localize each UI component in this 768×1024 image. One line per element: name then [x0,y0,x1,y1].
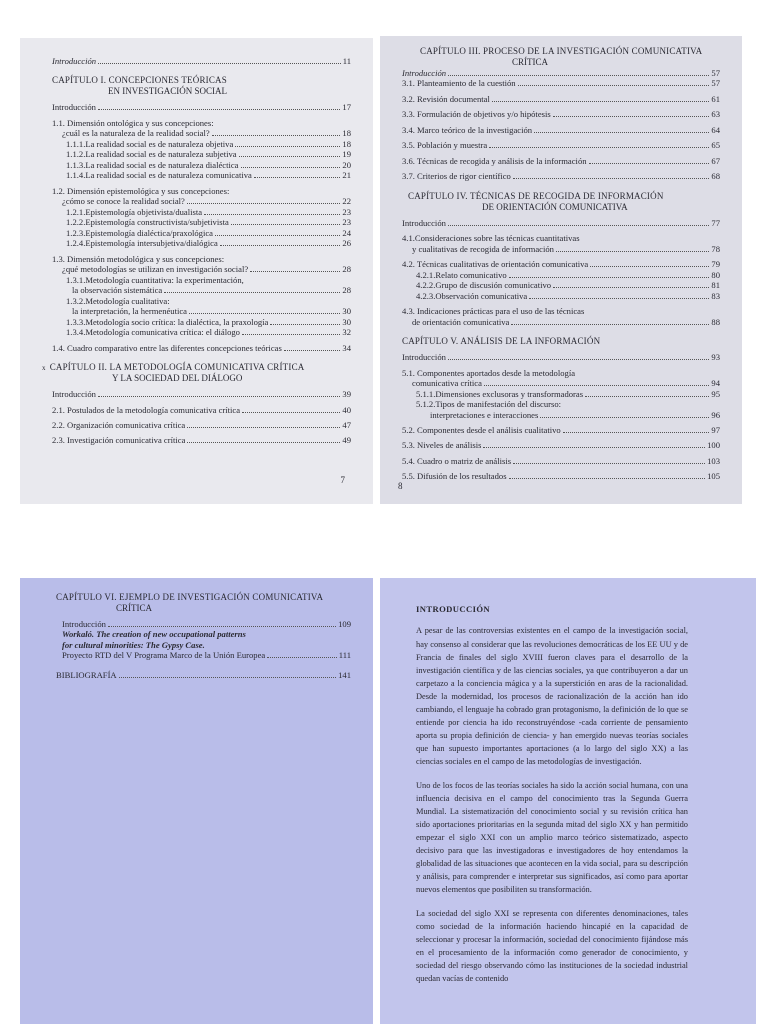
toc-entry: Introducción 57 [402,67,720,78]
chapter-title: CAPÍTULO VI. EJEMPLO DE INVESTIGACIÓN COMUNICATIVA [56,592,324,602]
body-paragraph: La sociedad del siglo XXI se representa con diferentes denominaciones, tales como sociedad de la información haciendo hincapié en la capacidad de seleccionar y procesar la información, sociedad del conocimiento fijándose más en el procesamiento de la información como generador de conocimiento, y sociedad del riesgo observando cómo las instituciones de la sociedad industrial quedan vacías de contenido [416,908,688,983]
toc-entry: 1.1.2.La realidad social es de naturaleza subjetiva 19 [66,149,351,160]
toc-entry-line: 1.3. Dimensión metodológica y sus concepciones: [52,253,225,264]
page-number: 7 [340,475,345,486]
toc-entry: Proyecto RTD del V Programa Marco de la Unión Europea 111 [62,650,351,661]
toc-entry-line: 4.1.Consideraciones sobre las técnicas cuantitativas [402,233,580,244]
toc-entry: interpretaciones e interacciones 96 [430,409,720,420]
chapter-title: CAPÍTULO IV. TÉCNICAS DE RECOGIDA DE INFORMACIÓN [408,190,664,201]
toc-entry: Introducción 17 [52,102,351,113]
chapter-subtitle: CRÍTICA [512,56,548,67]
toc-entry-line: for cultural minorities: The Gypsy Case. [62,639,205,650]
toc-entry: ¿cómo se conoce la realidad social? 22 [62,196,351,207]
chapter-title: CAPÍTULO III. PROCESO DE LA INVESTIGACIÓN COMUNICATIVA [420,46,703,56]
toc-entry-line: 1.3.2.Metodología cualitativa: [66,295,170,306]
toc-entry: 3.5. Población y muestra 65 [402,140,720,151]
toc-entry: 4.2.3.Observación comunicativa 83 [416,290,720,301]
toc-entry: Introducción 39 [52,389,351,400]
toc-entry: la observación sistemática 28 [72,285,351,296]
toc-entry: 1.2.4.Epistemología intersubjetiva/dialógica 26 [66,238,351,249]
toc-entry: 1.3.4.Metodología comunicativa crítica: el diálogo 32 [66,327,351,338]
toc-entry: de orientación comunicativa 88 [412,316,720,327]
toc-entry: 5.2. Componentes desde el análisis cualitativo 97 [402,424,720,435]
toc-entry-line: Workaló. The creation of new occupational patterns [62,629,246,640]
toc-entry: 3.3. Formulación de objetivos y/o hipótesis 63 [402,109,720,120]
toc-entry: 5.1.1.Dimensiones exclusoras y transformadoras 95 [416,388,720,399]
toc-entry: 5.3. Niveles de análisis 100 [402,440,720,451]
toc-entry: 5.5. Difusión de los resultados 105 [402,471,720,482]
book-page-toc-1 [20,38,373,504]
body-paragraph: A pesar de las controversias existentes en el campo de la investigación social, hay consenso al considerar que las revoluciones democráticas de los EE UU y de Francia de finales del siglo XVIII fueron claves para el desarrollo de la investigación científica y de las ciencias sociales, ya que contribuyeron a dar un carpetazo a la conciencia mágica y a la superstición en aras de la racionalidad. Desde la modernidad, los procesos de racionalización de la acción han ido cambiando, el lenguaje ha cobrado gran protagonismo, la definición de lo que se entiende por ciencia ha ido reconstruyéndose -cada corriente de pensamiento aporta su propia definición de ciencia- y han emergido nuevas teorías sociales que han supuesto importantes aportaciones (a lo largo del siglo XX) a las ciencias sociales en el campo de las metodologías de investigación. [416,626,688,766]
toc-entry: ¿cuál es la naturaleza de la realidad social? 18 [62,128,351,139]
toc-entry: 4.2.1.Relato comunicativo 80 [416,269,720,280]
toc-entry-line: 5.1.2.Tipos de manifestación del discurso: [416,399,562,410]
toc-entry: Introducción 93 [402,352,720,363]
toc-entry: 1.1.3.La realidad social es de naturaleza dialéctica 20 [66,159,351,170]
toc-entry: Introducción 77 [402,217,720,228]
toc-entry-line: 1.3.1.Metodología cuantitativa: la experimentación, [66,274,244,285]
pencil-mark: x [42,364,46,373]
section-heading: INTRODUCCIÓN [416,604,491,614]
chapter-title: CAPÍTULO V. ANÁLISIS DE LA INFORMACIÓN [402,336,601,347]
chapter-subtitle: EN INVESTIGACIÓN SOCIAL [108,86,227,97]
toc-entry: 3.6. Técnicas de recogida y análisis de la información 67 [402,155,720,166]
toc-entry-line: 1.2. Dimensión epistemológica y sus concepciones: [52,185,230,196]
toc-entry: y cualitativas de recogida de información 78 [412,243,720,254]
page-number: 8 [398,481,403,492]
toc-entry-line: 1.1. Dimensión ontológica y sus concepciones: [52,117,214,128]
book-page-introduction [380,578,756,1024]
toc-entry: Introducción 109 [62,618,351,629]
book-page-toc-2 [380,36,742,504]
toc-entry: 2.2. Organización comunicativa crítica 47 [52,419,351,430]
toc-entry-line: 4.3. Indicaciones prácticas para el uso de las técnicas [402,306,585,317]
toc-entry: 1.1.1.La realidad social es de naturaleza objetiva 18 [66,138,351,149]
toc-entry: Introducción 11 [52,56,351,66]
chapter-title: CAPÍTULO I. CONCEPCIONES TEÓRICAS [52,75,227,86]
toc-entry: 1.1.4.La realidad social es de naturaleza comunicativa 21 [66,170,351,181]
toc-entry: BIBLIOGRAFÍA 141 [56,669,351,680]
toc-entry: la interpretación, la hermenéutica 30 [72,306,351,317]
toc-entry: 5.4. Cuadro o matriz de análisis 103 [402,455,720,466]
toc-entry: 3.2. Revisión documental 61 [402,93,720,104]
toc-entry: 1.4. Cuadro comparativo entre las diferentes concepciones teóricas 34 [52,342,351,353]
toc-entry: 4.2. Técnicas cualitativas de orientación comunicativa 79 [402,259,720,270]
toc-entry: 3.4. Marco teórico de la investigación 64 [402,124,720,135]
toc-entry: comunicativa crítica 94 [412,378,720,389]
toc-entry: 2.1. Postulados de la metodología comunicativa crítica 40 [52,404,351,415]
toc-entry: 3.7. Criterios de rigor científico 68 [402,171,720,182]
body-paragraph: Uno de los focos de las teorías sociales ha sido la acción social humana, con una influencia decisiva en el campo del conocimiento tras la Segunda Guerra Mundial. La sistematización del conocimiento social y su revisión crítica han sido aportaciones prioritarias en la segunda mitad del siglo XX y han permitido empezar el siglo XXI con un amplio marco teórico sistematizado, aspecto decisivo para que las investigadoras e investigadores de hoy entendamos la globalidad de las situaciones que acontecen en la vida social, para su descripción y análisis, para comprender e interpretar sus significados, así como para aportar nuevos elementos que posibiliten su transformación. [416,780,688,894]
chapter-subtitle: CRÍTICA [116,602,152,613]
toc-entry: 2.3. Investigación comunicativa crítica 49 [52,435,351,446]
book-page-toc-3 [20,578,373,1024]
chapter-title: x CAPÍTULO II. LA METODOLOGÍA COMUNICATIVA CRÍTICA [42,362,305,373]
toc-entry-line: 5.1. Componentes aportados desde la metodología [402,367,576,378]
chapter-subtitle: Y LA SOCIEDAD DEL DIÁLOGO [112,373,243,384]
toc-entry: 4.2.2.Grupo de discusión comunicativo 81 [416,280,720,291]
toc-entry: 3.1. Planteamiento de la cuestión 57 [402,78,720,89]
toc-entry: 1.2.2.Epistemología constructivista/subjetivista 23 [66,217,351,228]
toc-entry: 1.3.3.Metodología socio crítica: la dialéctica, la praxología 30 [66,316,351,327]
toc-entry: 1.2.1.Epistemología objetivista/dualista 23 [66,206,351,217]
toc-entry: ¿qué metodologías se utilizan en investigación social? 28 [62,264,351,275]
chapter-subtitle: DE ORIENTACIÓN COMUNICATIVA [482,201,628,212]
toc-entry: 1.2.3.Epistemología dialéctica/praxológica 24 [66,227,351,238]
